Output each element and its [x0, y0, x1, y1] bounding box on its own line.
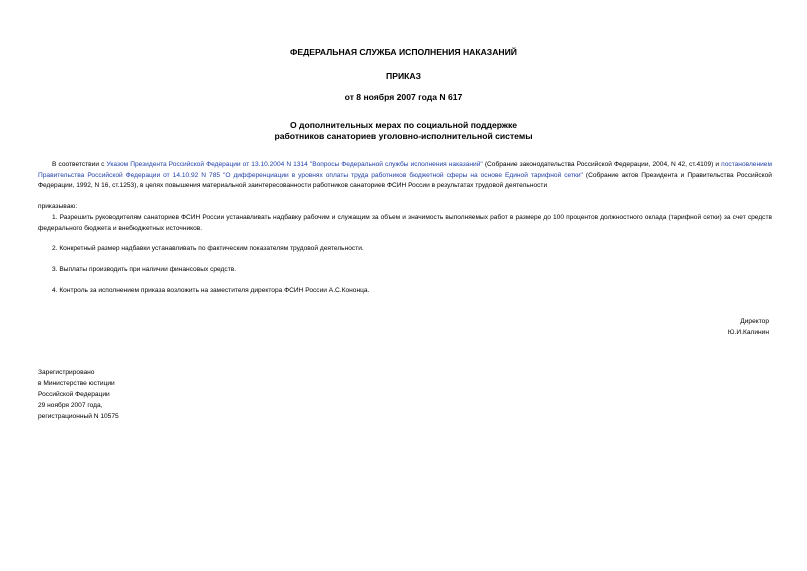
registration-line-2: в Министерстве юстиции — [38, 380, 115, 387]
subject-line-2: работников санаториев уголовно-исполнительной системы — [274, 131, 533, 141]
agency-name: ФЕДЕРАЛЬНАЯ СЛУЖБА ИСПОЛНЕНИЯ НАКАЗАНИЙ — [290, 47, 517, 57]
order-item-2-text: 2. Конкретный размер надбавки устанавливать по фактическим показателям трудовой деятельности. — [52, 245, 364, 252]
subject-line-1: О дополнительных мерах по социальной поддержке — [289, 120, 518, 130]
registration-line-3: Российской Федерации — [38, 391, 110, 398]
order-item-2 — [38, 244, 772, 255]
decree-link[interactable]: Указом Президента Российской Федерации от 13.10.2004 N 1314 "Вопросы Федеральной службы исполнения наказаний" — [106, 161, 483, 168]
order-item-4 — [38, 286, 772, 297]
preamble-paragraph — [38, 160, 772, 192]
preamble-text-3: (Собрание актов Президента и Правительства Российской Федерации, 1992, N 16, ст.1253), в целях повышения материальной заинтересованности работников санаториев ФСИН России в результатах трудовой деятельности — [38, 171, 772, 189]
order-item-3-text: 3. Выплаты производить при наличии финансовых средств. — [52, 266, 237, 273]
order-item-1-text: 1. Разрешить руководителям санаториев ФСИН России устанавливать надбавку рабочим и служащим за объем и значимость выполняемых работ в размере до 100 процентов должностного оклада (тарифной сетки) за счет средств федерального бюджета и внебюджетных источников. — [38, 214, 772, 232]
document-type: ПРИКАЗ — [386, 71, 421, 81]
preamble-text-2: (Собрание законодательства Российской Федерации, 2004, N 42, ст.4109) и — [482, 161, 722, 168]
order-item-3 — [38, 265, 772, 276]
order-date-number: от 8 ноября 2007 года N 617 — [344, 92, 463, 102]
registration-line-1: Зарегистрировано — [38, 369, 95, 376]
resolution-link[interactable]: постановлением Правительства Российской Федерации от 14.10.92 N 785 "О дифференциации в уровнях оплаты труда работников бюджетной сферы на основе Единой тарифной сетки" — [38, 161, 773, 179]
order-item-4-text: 4. Контроль за исполнением приказа возложить на заместителя директора ФСИН России А.С.Кононца. — [52, 287, 370, 294]
signature-name: Ю.И.Калинин — [727, 329, 769, 336]
registration-line-5: регистрационный N 10575 — [38, 413, 119, 420]
order-item-1 — [38, 213, 772, 234]
preamble-text-1: В соответствии с — [52, 161, 107, 168]
registration-line-4: 29 ноября 2007 года, — [38, 402, 103, 409]
signature-title: Директор — [740, 318, 769, 325]
decree-word: приказываю: — [38, 203, 78, 210]
